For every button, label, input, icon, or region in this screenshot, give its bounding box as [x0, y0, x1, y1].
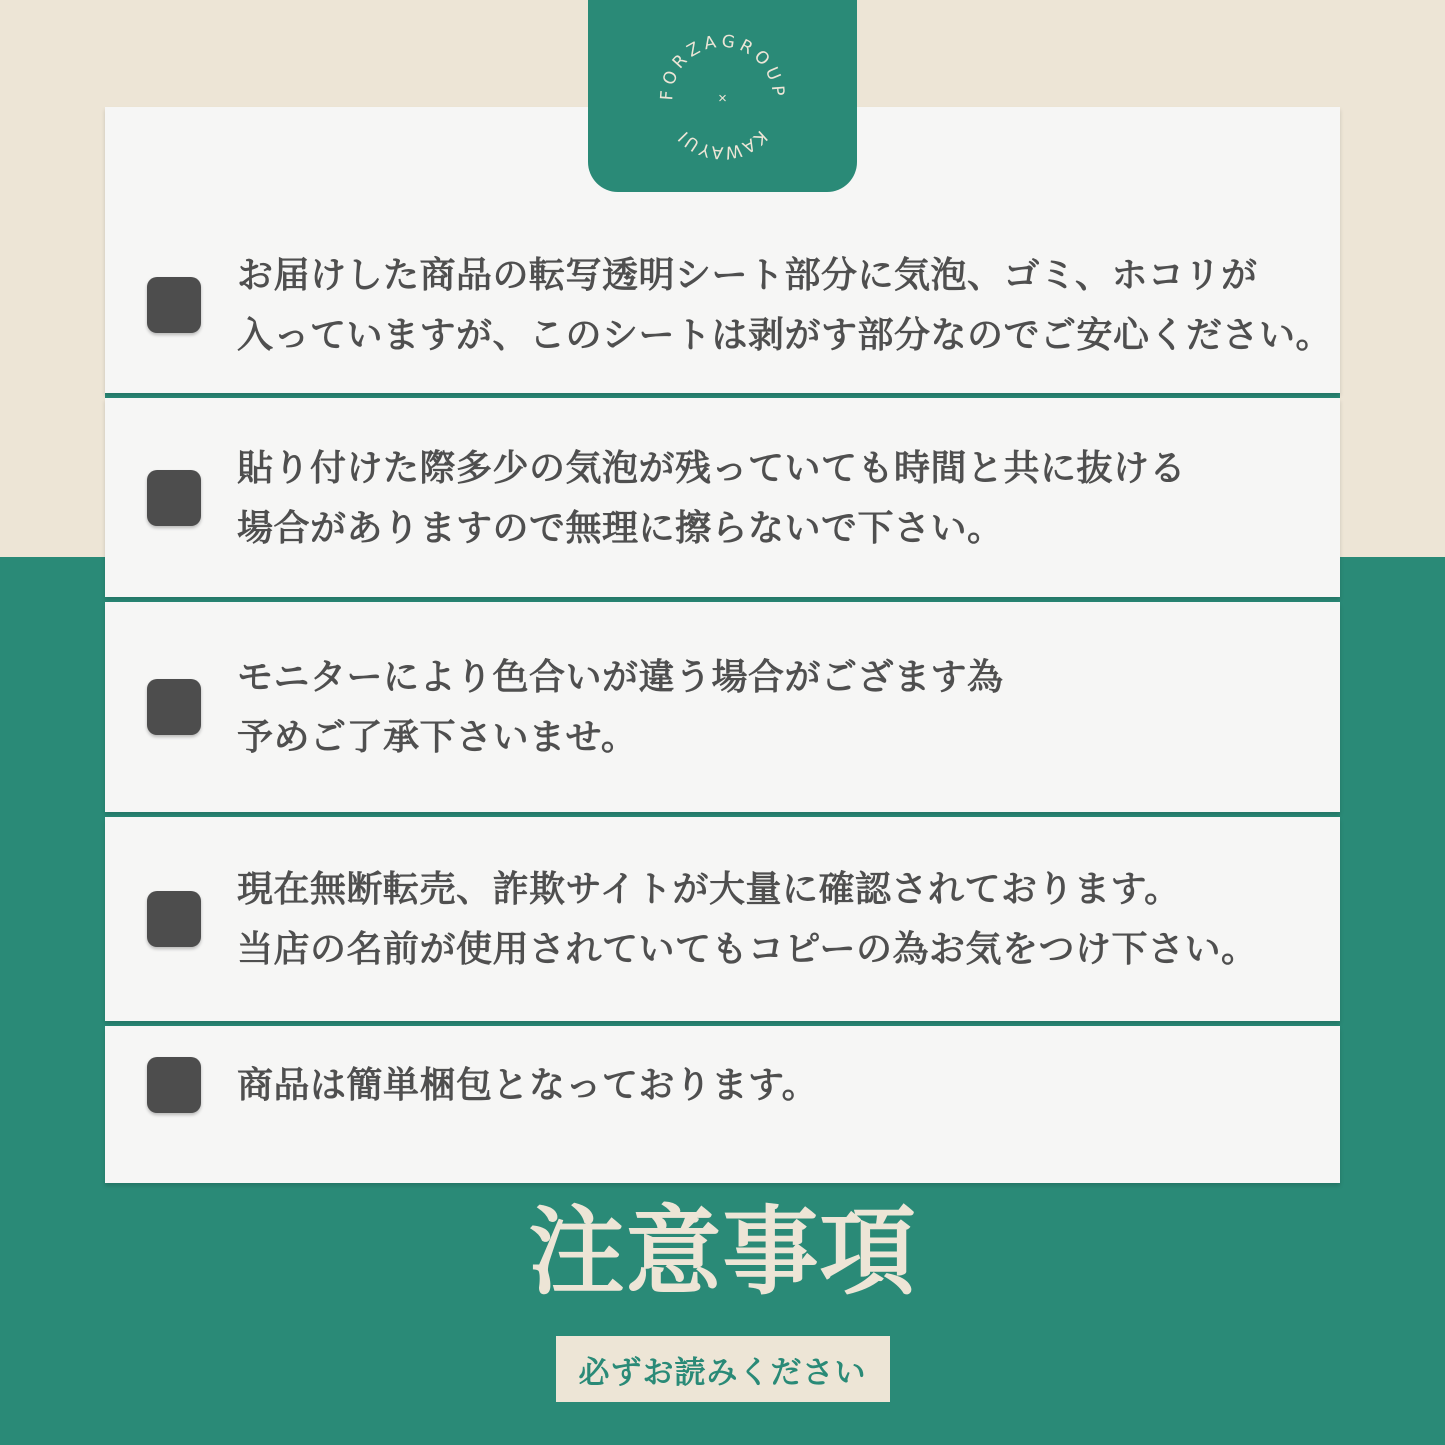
note-line: 現在無断転売、詐欺サイトが大量に確認されております。: [237, 868, 1181, 909]
checkbox-bullet-icon: [147, 891, 201, 947]
checkbox-bullet-icon: [147, 1057, 201, 1113]
notes-panel: [105, 107, 1340, 1183]
read-notice-label: 必ずお読みください: [556, 1336, 890, 1402]
note-text: [237, 647, 1004, 767]
brand-circular-logo-icon: [588, 0, 857, 192]
checkbox-bullet-icon: [147, 470, 201, 526]
note-line: モニターにより色合いが違う場合がござます為: [237, 656, 1004, 697]
note-line: 場合がありますので無理に擦らないで下さい。: [237, 506, 1004, 548]
note-text: [237, 438, 1186, 558]
note-line: 当店の名前が使用されていてもコピーの為お気をつけ下さい。: [237, 928, 1258, 969]
note-row: [105, 817, 1340, 1021]
page-title: 注意事項: [528, 1199, 917, 1306]
note-text: [237, 1055, 818, 1115]
brand-arc-top-text: FORZAGROUP: [657, 31, 788, 102]
note-row: [105, 1026, 1340, 1183]
svg-text:KAWAYUI: [674, 126, 771, 162]
checkbox-bullet-icon: [147, 277, 201, 333]
note-line: 予めご了承下さいませ。: [237, 716, 638, 757]
brand-arc-bottom-text: KAWAYUI: [673, 126, 771, 163]
note-line: 商品は簡単梱包となっております。: [237, 1063, 819, 1105]
brand-separator-x-icon: ×: [718, 90, 727, 107]
note-line: お届けした商品の転写透明シート部分に気泡、ゴミ、ホコリが: [237, 254, 1258, 295]
note-row: [105, 602, 1340, 812]
brand-badge: [588, 0, 857, 192]
checkbox-bullet-icon: [147, 679, 201, 735]
note-text: [237, 859, 1258, 979]
note-row: [105, 398, 1340, 597]
note-text: [237, 245, 1332, 365]
note-line: 入っていますが、このシートは剥がす部分なのでご安心ください。: [237, 314, 1333, 355]
note-line: 貼り付けた際多少の気泡が残っていても時間と共に抜ける: [237, 446, 1187, 488]
